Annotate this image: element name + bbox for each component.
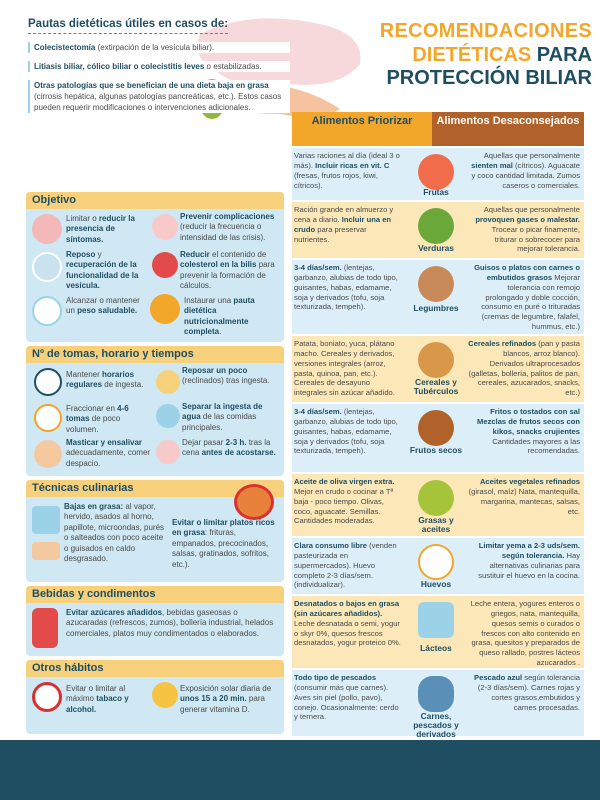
recline-icon: [156, 370, 180, 394]
scale-icon: [32, 296, 62, 326]
portion-icon: [34, 404, 62, 432]
egg-icon: [418, 544, 454, 580]
tomas-item-5: Masticar y ensalivar adecuadamente, comer despacio.: [66, 438, 151, 468]
fish-icon: [418, 676, 454, 712]
table-row-verduras: Ración grande en almuerzo y cena a diario. Incluir una en crudo para preservar nutrientes. Verduras Aquellas que personalmente provoquen gases o malestar. Trocear o picar finamente, triturar o sobrecocer para mejorar tolerancia.: [292, 202, 584, 258]
section-heading: Bebidas y condimentos: [26, 586, 284, 603]
no-smoking-icon: [32, 682, 62, 712]
objetivo-item-4: Reducir el contenido de colesterol en la bilis para prevenir la formación de cálculos.: [180, 250, 275, 291]
intro-item-1: Colecistectomía (extirpación de la vesícula biliar).: [28, 42, 290, 53]
section-heading: Objetivo: [26, 192, 284, 209]
section-tecnicas: [26, 480, 284, 582]
intro-item-3: Otras patologías que se benefician de una dieta baja en grasa (cirrosis hepática, algunas patologías pancreáticas, etc.). Estos casos pueden requerir modificaciones o intervenciones adicionales.: [28, 80, 290, 113]
nuts-icon: [418, 410, 454, 446]
section-objetivo: [26, 192, 284, 342]
tecnicas-item-2: Evitar o limitar platos ricos en grasa: frituras, empanados, precocinados, salsas, gratinados, sofritos, etc.).: [172, 518, 275, 569]
vegetable-icon: [418, 208, 454, 244]
organ-protect-icon: [152, 214, 178, 240]
tomas-item-4: Separar la ingesta de agua de las comidas principales.: [182, 402, 263, 432]
intro-item-2: Litiasis biliar, cólico biliar o colecistitis leves o estabilizadas.: [28, 61, 290, 72]
table-row-frutos-secos: 3-4 días/sem. (lentejas, garbanzo, alubias de todo tipo, guisantes, habas, edamame, soja y derivados (tofu, soja texturizada, tempeh). Frutos secos Fritos o tostados con sal Mezclas de frutos secos con kikos, snacks crujientes Cantidades mayores a las recomendadas.: [292, 404, 584, 472]
fruit-icon: [418, 154, 454, 190]
tecnicas-item-1: Bajas en grasa: al vapor, hervido, asados al horno, papillote, microondas, purés o salteados con poco aceite o guisados en caldo desgrasado.: [64, 502, 165, 563]
section-heading: Nº de tomas, horario y tiempos: [26, 346, 284, 363]
olive-oil-icon: [418, 480, 454, 516]
table-row-huevos: Clara consumo libre (venden pasteurizada en supermercados). Huevo completo 2-3 días/sem. (individualizar). Huevos Limitar yema a 2-3 uds/sem. según tolerancia. Hay alternativas culinarias para sustituir el huevo en la cocina.: [292, 538, 584, 594]
otros-item-1: Evitar o limitar al máximo tabaco y alcohol.: [66, 684, 129, 714]
table-row-cereales: Patata, boniato, yuca, plátano macho. Cereales y derivados, versiones integrales (arroz, pasta, quinoa, pan, etc.). Cereales de desayuno integrales sin azúcar añadido. Cereales y Tubérculos Cereales refinados (pan y pasta blancos, arroz blanco). Derivados ultraprocesados (galletas, bollería, palitos de pan, cereales, azucarados, snacks, etc.): [292, 336, 584, 402]
intro-panel: [28, 14, 290, 113]
eating-icon: [34, 440, 62, 468]
roast-icon: [32, 542, 60, 560]
section-otros: [26, 660, 284, 734]
objetivo-item-1: Limitar o reducir la presencia de síntomas.: [66, 214, 135, 244]
otros-item-2: Exposición solar diaria de unos 15 a 20 min. para generar vitamina D.: [180, 684, 272, 714]
water-glass-icon: [156, 404, 180, 428]
tomas-item-2: Reposar un poco (reclinados) tras ingesta.: [182, 366, 270, 386]
legume-icon: [418, 266, 454, 302]
intro-heading: Pautas dietéticas útiles en casos de:: [28, 18, 228, 34]
objetivo-item-2: Prevenir complicaciones (reducir la frecuencia o intensidad de las crisis).: [180, 212, 275, 242]
tomas-item-3: Fraccionar en 4-6 tomas de poco volumen.: [66, 404, 129, 434]
soda-icon: [32, 608, 58, 648]
tomas-item-1: Mantener horarios regulares de ingesta.: [66, 370, 144, 390]
objetivo-item-5: Alcanzar o mantener un peso saludable.: [66, 296, 140, 316]
table-row-legumbres: 3-4 días/sem. (lentejas, garbanzo, alubias de todo tipo, guisantes, habas, edamame, soja y derivados (tofu, soja texturizada, tempeh). Legumbres Guisos o platos con carnes o embutidos grasos Mejorar tolerancia con remojo prolongado y doble cocción, consumo en puré o trituradas (cremas de legumbre, falafel, hummus, etc.): [292, 260, 584, 334]
table-row-frutas: Varias raciones al día (ideal 3 o más). Incluir ricas en vit. C (fresas, frutos rojos, kiwi, cítricos). Frutas Aquellas que personalmente sienten mal (cítricos). Aguacate y coco cantidad limitada. Zumos caseros o comerciales.: [292, 148, 584, 200]
bread-icon: [418, 342, 454, 378]
table-head-desaconsejados: Alimentos Desaconsejados: [432, 112, 584, 146]
page-title: RECOMENDACIONES DIETÉTICAS PARA PROTECCIÓN BILIAR: [379, 20, 592, 90]
section-bebidas: [26, 586, 284, 656]
clock-icon: [34, 368, 62, 396]
bebidas-item-1: Evitar azúcares añadidos, bebidas gaseosas o azucaradas (refrescos, zumos), bollería industrial, helados comerciales, platos muy condimentados o elaborados.: [66, 608, 274, 638]
table-row-carnes: Todo tipo de pescados (consumir más que carnes). Aves sin piel (pollo, pavo), conejo. Ocasionalmente: cerdo y ternera. Carnes, pescados y derivados Pescado azul según tolerancia (2-3 días/sem). Carnes rojas y cortes grasos,embutidos y carnes procesadas.: [292, 670, 584, 736]
table-row-grasas: Aceite de oliva virgen extra. Mejor en crudo o cocinar a Tª baja - poco tiempo. Olivas, coco, aguacate. Semillas. Cantidades moderadas. Grasas y aceites Aceites vegetales refinados (girasol, maíz) Nata, mantequilla, margarina, mantecas, salsas, etc.: [292, 474, 584, 536]
food-icon: [150, 294, 180, 324]
cholesterol-icon: [152, 252, 178, 278]
footer-bar: [0, 740, 600, 800]
sun-icon: [152, 682, 178, 708]
section-tomas: [26, 346, 284, 476]
section-heading: Otros hábitos: [26, 660, 284, 677]
no-fry-icon: [234, 484, 274, 520]
steamer-icon: [32, 506, 60, 534]
table-row-lacteos: Desnatados o bajos en grasa (sin azúcares añadidos). Leche desnatada o semi, yogur o skyr 0%, quesos frescos desnatados, yogur proteico 0%. Lácteos Leche entera, yogures enteros o griegos, nata, mantequilla, quesos semis o curados o frescos con alto contenido en grasa, quesitos y preparados de queso rallado, postres lácteos azucarados .: [292, 596, 584, 668]
stomach-pain-icon: [32, 214, 62, 244]
table-head-priorizar: Alimentos Priorizar: [292, 112, 432, 146]
milk-icon: [418, 602, 454, 638]
objetivo-item-6: Instaurar una pauta dietética nutricionalmente completa.: [184, 296, 255, 337]
section-heading: Técnicas culinarias: [26, 480, 284, 497]
tomas-item-6: Dejar pasar 2-3 h. tras la cena antes de acostarse.: [182, 438, 276, 458]
rest-icon: [32, 252, 62, 282]
objetivo-item-3: Reposo y recuperación de la funcionalidad de la vesícula.: [66, 250, 139, 291]
sleep-icon: [156, 440, 180, 464]
